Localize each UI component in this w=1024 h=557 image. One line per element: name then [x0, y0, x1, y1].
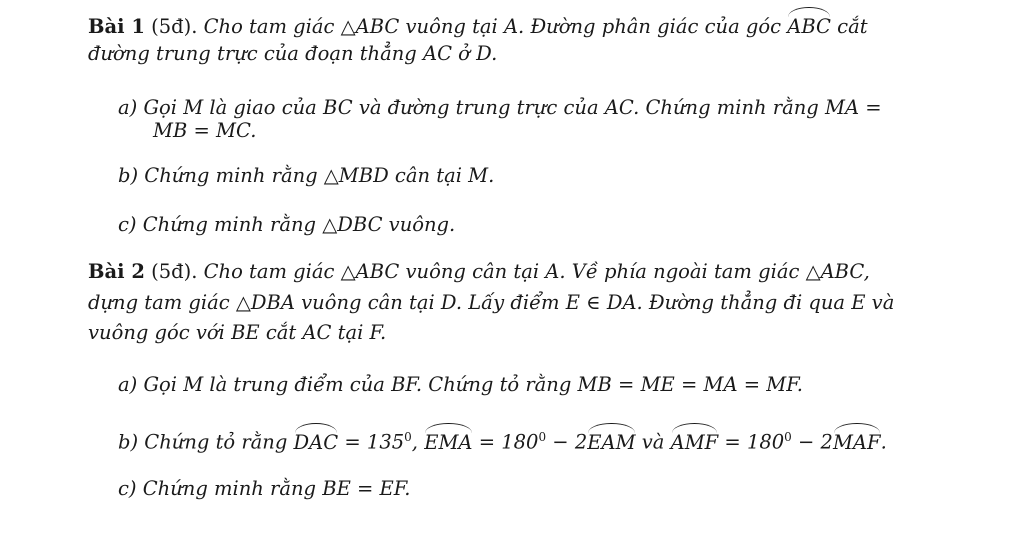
problem1-item-c-text: Chứng minh rằng △DBC vuông. — [142, 213, 456, 236]
problem1-points: (5đ). — [144, 15, 204, 38]
problem1-item-b-text: Chứng minh rằng △MBD cân tại M. — [144, 164, 495, 187]
problem1-angle-abc: ABC — [787, 10, 831, 40]
problem2-points: (5đ). — [144, 260, 204, 283]
angle-eam: EAM — [587, 426, 635, 456]
problem2-item-b-mid4: − 2 — [546, 430, 588, 454]
problem2-item-b-label: b) — [118, 430, 139, 454]
problem2-heading: Bài 2 — [88, 260, 145, 283]
angle-ema: EMA — [424, 426, 472, 456]
degree-sup-2: 0 — [538, 430, 547, 444]
problem2-intro-line2: dựng tam giác △DBA vuông cân tại D. Lấy điểm E ∈ DA. Đường thẳng đi qua E và — [88, 291, 895, 314]
problem1-intro-text-a: Cho tam giác △ABC vuông tại A. Đường phân giác của góc — [203, 15, 788, 38]
problem2-intro-text-1: Cho tam giác △ABC vuông cân tại A. Về phía ngoài tam giác △ABC, — [203, 260, 870, 283]
problem1-item-b-label: b) — [118, 164, 139, 187]
problem2-item-b-mid1: = 135 — [338, 430, 405, 454]
problem1-item-c — [118, 212, 455, 238]
problem2-item-b-mid3: = 180 — [472, 430, 539, 454]
angle-dac: DAC — [294, 426, 339, 456]
problem1-item-b — [118, 163, 494, 189]
problem1-heading: Bài 1 — [88, 15, 145, 38]
problem1-item-a-label: a) — [118, 96, 138, 119]
problem1-item-a-text: Gọi M là giao của BC và đường trung trực của AC. Chứng minh rằng MA = — [143, 96, 882, 119]
angle-amf: AMF — [671, 426, 719, 456]
problem2-item-c-label: c) — [118, 477, 137, 500]
problem1-item-c-label: c) — [118, 213, 137, 236]
problem2-item-a-text: Gọi M là trung điểm của BF. Chứng tỏ rằng MB = ME = MA = MF. — [143, 373, 803, 396]
problem1-intro-line2: đường trung trực của đoạn thẳng AC ở D. — [88, 42, 498, 65]
degree-sup-3: 0 — [784, 430, 792, 444]
problem2-item-a — [118, 372, 803, 398]
problem2-item-c — [118, 476, 410, 502]
problem2-item-b-mid7: − 2 — [791, 430, 833, 454]
problem2-item-a-label: a) — [118, 373, 138, 396]
problem1-intro-text-b: cắt — [830, 15, 868, 38]
problem2-item-b — [118, 424, 887, 456]
angle-maf: MAF — [833, 426, 881, 456]
degree-sup-1: 0 — [404, 430, 412, 444]
problem2-item-b-prefix: Chứng tỏ rằng — [144, 430, 294, 454]
problem1-item-a-line2: MB = MC. — [153, 119, 257, 142]
problem2-item-b-mid6: = 180 — [718, 430, 785, 454]
problem1-intro-line1 — [88, 10, 868, 40]
problem2-intro-line1 — [88, 259, 870, 285]
problem2-item-b-mid5: và — [635, 430, 671, 454]
problem2-item-b-mid2: , — [411, 430, 425, 454]
problem2-item-c-text: Chứng minh rằng BE = EF. — [142, 477, 411, 500]
problem2-item-b-suffix: . — [880, 430, 887, 454]
problem2-intro-line3: vuông góc với BE cắt AC tại F. — [88, 321, 387, 344]
